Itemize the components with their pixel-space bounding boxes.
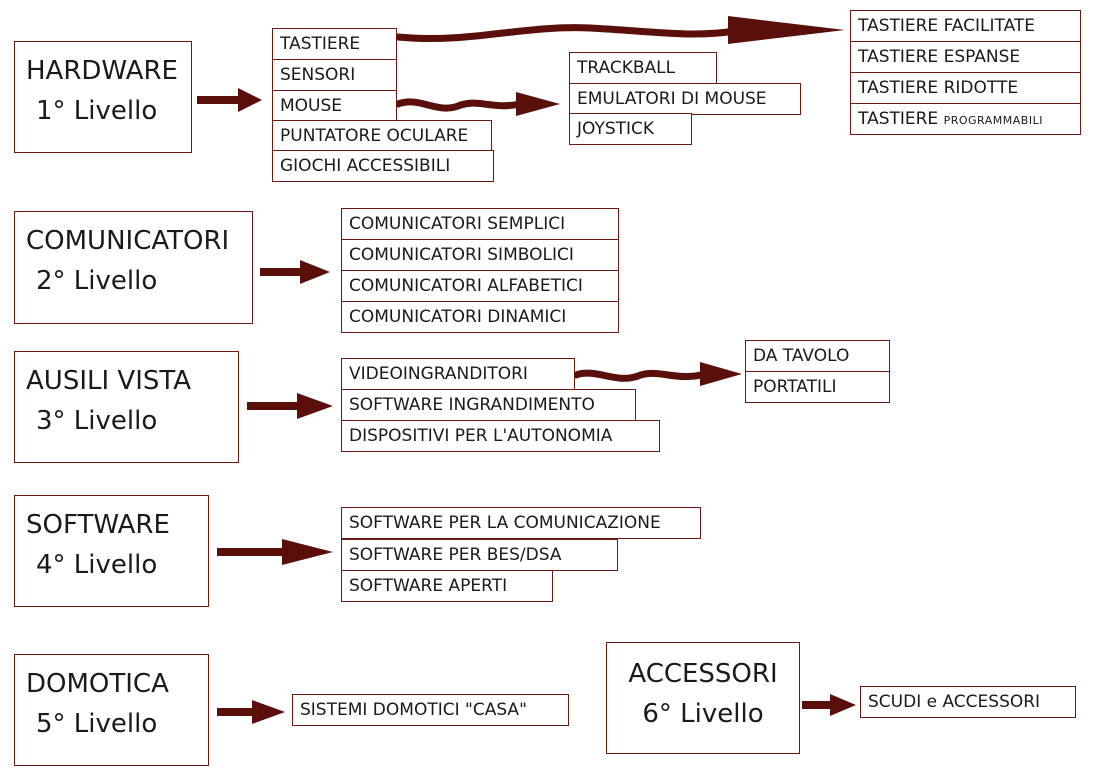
arrow-domotica [217,700,285,724]
acc-item-scudi: SCUDI e ACCESSORI [860,686,1076,718]
mouse-type-joystick: JOYSTICK [569,113,692,145]
arrow-software [217,539,333,565]
arrow-hardware [197,88,262,112]
kbd-prog-main: TASTIERE [858,109,939,129]
arrow-vista [247,393,333,419]
kbd-type-espanse: TASTIERE ESPANSE [850,41,1081,73]
level-title: ACCESSORI [628,659,778,689]
level-title: DOMOTICA [26,669,169,699]
level-title: COMUNICATORI [26,226,230,256]
level-title: SOFTWARE [26,510,170,540]
arrow-comunicatori [260,260,330,284]
mouse-type-emulatori: EMULATORI DI MOUSE [569,83,801,115]
arrow-accessori [802,694,856,716]
wave-videoingranditori-head [700,362,742,386]
level-box-vista [14,351,239,463]
wave-videoingranditori [576,373,705,378]
level-label: 3° Livello [36,406,158,436]
sw-item-comunicazione: SOFTWARE PER LA COMUNICAZIONE [341,507,701,539]
video-type-portatili: PORTATILI [745,371,890,403]
level-box-hardware [14,41,192,153]
wave-tastiere [398,28,735,39]
com-item-semplici: COMUNICATORI SEMPLICI [341,208,619,240]
wave-mouse-head [516,92,560,116]
com-item-simbolici: COMUNICATORI SIMBOLICI [341,239,619,271]
level-label: 6° Livello [642,699,764,729]
vista-item-software: SOFTWARE INGRANDIMENTO [341,389,636,421]
dom-item-sistemi: SISTEMI DOMOTICI "CASA" [292,694,569,726]
level-label: 4° Livello [36,550,158,580]
hw-item-giochi: GIOCHI ACCESSIBILI [272,150,494,182]
level-label: 1° Livello [36,96,158,126]
kbd-type-facilitate: TASTIERE FACILITATE [850,10,1081,42]
level-label: 2° Livello [36,266,158,296]
kbd-type-programmabili [850,103,1081,135]
level-title: AUSILI VISTA [26,366,192,396]
wave-mouse [398,102,520,108]
sw-item-bes-dsa: SOFTWARE PER BES/DSA [341,539,618,571]
level-box-software [14,495,209,607]
level-box-accessori [606,642,800,754]
level-title: HARDWARE [26,56,178,86]
sw-item-aperti: SOFTWARE APERTI [341,570,553,602]
kbd-prog-small: PROGRAMMABILI [943,114,1043,127]
level-box-comunicatori [14,211,253,324]
hw-item-tastiere: TASTIERE [272,28,397,60]
com-item-dinamici: COMUNICATORI DINAMICI [341,301,619,333]
level-box-domotica [14,654,209,766]
hw-item-sensori: SENSORI [272,59,397,91]
kbd-type-ridotte: TASTIERE RIDOTTE [850,72,1081,104]
mouse-type-trackball: TRACKBALL [569,52,717,84]
hw-item-mouse: MOUSE [272,90,397,122]
com-item-alfabetici: COMUNICATORI ALFABETICI [341,270,619,302]
level-label: 5° Livello [36,709,158,739]
vista-item-videoingranditori: VIDEOINGRANDITORI [341,358,575,390]
vista-item-dispositivi: DISPOSITIVI PER L'AUTONOMIA [341,420,660,452]
hw-item-puntatore: PUNTATORE OCULARE [272,120,492,152]
wave-tastiere-head [728,16,845,44]
video-type-tavolo: DA TAVOLO [745,340,890,372]
